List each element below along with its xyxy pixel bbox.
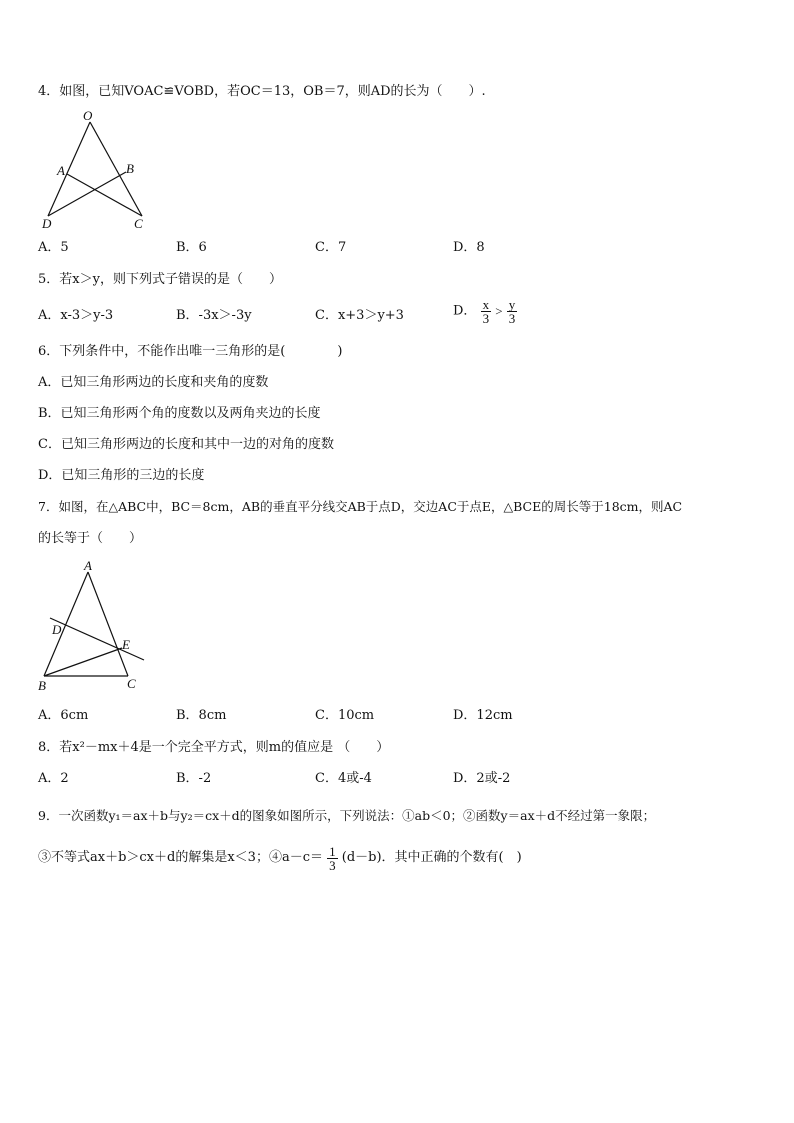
q6-stem: 6．下列条件中，不能作出唯一三角形的是( ) (38, 344, 343, 359)
q7-option-c: C．10cm (315, 708, 375, 723)
q7-label-d: D (52, 622, 62, 637)
q5-option-d-relation: > (495, 303, 503, 319)
q5-option-c: C．x+3＞y+3 (315, 308, 404, 323)
q7-option-b: B．8cm (176, 708, 227, 723)
q7-option-d: D．12cm (453, 708, 513, 723)
q5-option-d (453, 298, 517, 325)
q9-line1: 9．一次函数y₁＝ax＋b与y₂＝cx＋d的图象如图所示，下列说法：①ab＜0；②函数y＝ax＋d不经过第一象限； (38, 808, 656, 823)
q4-option-d: D．8 (453, 240, 485, 255)
q5-option-b: B．-3x＞-3y (176, 308, 252, 323)
q6-option-d: D．已知三角形的三边的长度 (38, 468, 205, 483)
q6-option-c: C．已知三角形两边的长度和其中一边的对角的度数 (38, 437, 334, 452)
q4-label-o: O (83, 108, 93, 123)
q4-figure (30, 108, 170, 233)
q7-label-b: B (38, 678, 46, 693)
q4-label-b: B (126, 161, 134, 176)
q7-stem-line2: 的长等于（ ） (38, 531, 143, 546)
q5-option-d-prefix: D． (453, 303, 477, 319)
q7-label-a: A (84, 560, 92, 573)
q9-line2-part2: (d－b)．其中正确的个数有( ) (341, 850, 522, 865)
q4-label-a: A (57, 163, 65, 178)
q9-line2-part1: ③不等式ax＋b＞cx＋d的解集是x＜3；④a－c＝ (38, 850, 323, 865)
q8-option-c: C．4或-4 (315, 771, 372, 786)
q8-option-b: B．-2 (176, 771, 212, 786)
q6-option-a: A．已知三角形两边的长度和夹角的度数 (38, 375, 269, 390)
q8-option-a: A．2 (38, 771, 69, 786)
q8-option-d: D．2或-2 (453, 771, 511, 786)
q4-option-a: A．5 (38, 240, 69, 255)
q4-stem: 4．如图，已知VOAC≌VOBD，若OC＝13，OB＝7，则AD的长为（ ）. (38, 84, 486, 99)
q8-stem: 8．若x²－mx＋4是一个完全平方式，则m的值应是 （ ） (38, 740, 390, 755)
q5-stem: 5．若x＞y，则下列式子错误的是（ ） (38, 272, 282, 287)
q7-figure (32, 560, 162, 695)
q9-line2 (38, 840, 522, 877)
q6-option-b: B．已知三角形两个角的度数以及两角夹边的长度 (38, 406, 321, 421)
q7-stem-line1: 7．如图，在△ABC中，BC＝8cm，AB的垂直平分线交AB于点D，交边AC于点E，△BCE的周长等于18cm，则AC (38, 499, 683, 514)
q9-fraction: $\frac{1}{3}$ (329, 843, 336, 873)
q4-option-c: C．7 (315, 240, 347, 255)
q7-option-a: A．6cm (38, 708, 89, 723)
q5-option-d-frac-left: $\frac{x}{3}$ (482, 297, 490, 326)
q4-label-c: C (134, 216, 143, 231)
q5-option-a: A．x-3＞y-3 (38, 308, 114, 323)
q5-option-d-frac-right: $\frac{y}{3}$ (508, 297, 516, 326)
q4-label-d: D (42, 216, 52, 231)
q4-option-b: B．6 (176, 240, 207, 255)
q7-label-c: C (127, 676, 136, 691)
q7-label-e: E (122, 637, 130, 652)
